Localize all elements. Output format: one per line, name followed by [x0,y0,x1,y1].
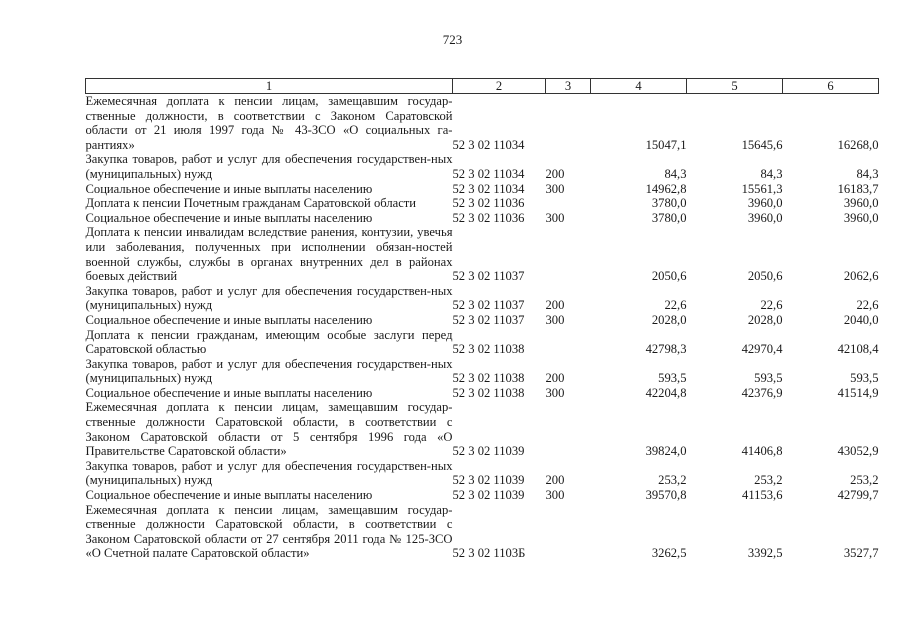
table-row [86,459,879,488]
amount-year-1-cell: 3780,0 [651,196,687,211]
table-row [86,196,879,211]
expense-type-cell: 300 [545,488,565,503]
expense-type-cell: 200 [545,371,565,386]
amount-year-1-cell: 39824,0 [645,444,687,459]
amount-year-2-cell: 3392,5 [747,546,783,561]
expense-type-cell [546,503,591,561]
target-code-cell: 52 3 02 11036 [452,196,525,211]
expense-name-cell: Доплата к пенсии Почетным гражданам Саратовской области [85,196,417,211]
amount-year-2-cell: 42970,4 [741,342,783,357]
table-row [86,225,879,283]
table-row [86,503,879,561]
column-header-1: 1 [86,79,453,94]
page-number: 723 [442,32,463,47]
target-code-cell: 52 3 02 11034 [452,181,525,196]
target-code-cell: 52 3 02 11034 [452,166,525,181]
expense-type-cell: 200 [545,166,565,181]
amount-year-2-cell: 41153,6 [742,488,783,503]
target-code-cell: 52 3 02 11037 [452,312,525,327]
expense-type-cell: 300 [545,312,565,327]
amount-year-1-cell: 3780,0 [651,210,687,225]
expense-name-cell: Социальное обеспечение и иные выплаты населению [85,385,373,400]
amount-year-3-cell: 2062,6 [843,269,879,284]
table-row [86,94,879,153]
amount-year-3-cell: 42799,7 [837,488,879,503]
amount-year-3-cell: 2040,0 [843,312,879,327]
expense-type-cell: 200 [545,298,565,313]
amount-year-2-cell: 22,6 [760,298,783,313]
table-row [86,313,879,328]
amount-year-3-cell: 3527,7 [843,546,879,561]
target-code-cell: 52 3 02 1103Б [452,546,526,561]
expense-type-cell [546,400,591,458]
expense-type-cell [546,196,591,211]
table-row [86,357,879,386]
amount-year-2-cell: 2028,0 [747,312,783,327]
amount-year-3-cell: 593,5 [850,371,879,386]
expense-type-cell: 300 [545,181,565,196]
amount-year-3-cell: 16268,0 [837,137,879,152]
expense-name-cell: Закупка товаров, работ и услуг для обеспечения государствен-ных (муниципальных) нужд [85,152,453,181]
amount-year-2-cell: 41406,8 [741,444,783,459]
table-row [86,152,879,181]
amount-year-2-cell: 593,5 [754,371,783,386]
expense-name-cell: Ежемесячная доплата к пенсии лицам, замещавшим государ-ственные должности Саратовской области, в соответствии с Законом Саратовской области от 5 сентября 1996 года «О Правительстве Саратовской области» [85,400,453,459]
amount-year-1-cell: 15047,1 [645,137,687,152]
table-row [86,211,879,226]
amount-year-3-cell: 43052,9 [837,444,879,459]
amount-year-2-cell: 42376,9 [741,385,783,400]
column-header-4: 4 [591,79,687,94]
expense-name-cell: Социальное обеспечение и иные выплаты населению [85,488,373,503]
target-code-cell: 52 3 02 11039 [452,488,525,503]
expense-name-cell: Социальное обеспечение и иные выплаты населению [85,312,373,327]
amount-year-1-cell: 2028,0 [651,312,687,327]
amount-year-2-cell: 84,3 [760,166,783,181]
table-row [86,284,879,313]
amount-year-1-cell: 84,3 [664,166,687,181]
table-header-row [86,79,879,94]
expense-type-cell [546,328,591,357]
table-row [86,386,879,401]
amount-year-2-cell: 15645,6 [741,137,783,152]
amount-year-2-cell: 3960,0 [747,210,783,225]
amount-year-3-cell: 41514,9 [837,385,879,400]
amount-year-1-cell: 2050,6 [651,269,687,284]
expense-type-cell [546,225,591,283]
column-header-5: 5 [687,79,783,94]
target-code-cell: 52 3 02 11039 [452,473,525,488]
table-row [86,328,879,357]
amount-year-2-cell: 15561,3 [741,181,783,196]
expense-name-cell: Закупка товаров, работ и услуг для обеспечения государствен-ных (муниципальных) нужд [85,356,453,386]
target-code-cell: 52 3 02 11038 [452,371,525,386]
expense-type-cell: 300 [545,385,565,400]
amount-year-3-cell: 16183,7 [837,181,879,196]
expense-name-cell: Ежемесячная доплата к пенсии лицам, замещавшим государ-ственные должности Саратовской области, в соответствии с Законом Саратовской области от 27 сентября 2011 года № 125-ЗСО «О Счетной палате Саратовской области» [85,502,453,561]
column-header-3: 3 [546,79,591,94]
column-header-6: 6 [783,79,879,94]
table-row [86,182,879,197]
amount-year-1-cell: 3262,5 [651,546,687,561]
target-code-cell: 52 3 02 11037 [452,269,525,284]
amount-year-1-cell: 22,6 [664,298,687,313]
amount-year-2-cell: 2050,6 [747,269,783,284]
amount-year-1-cell: 42204,8 [645,385,687,400]
expense-name-cell: Закупка товаров, работ и услуг для обеспечения государствен-ных (муниципальных) нужд [85,283,453,313]
amount-year-3-cell: 253,2 [850,473,879,488]
amount-year-3-cell: 3960,0 [843,210,879,225]
amount-year-2-cell: 253,2 [754,473,783,488]
column-header-2: 2 [453,79,546,94]
target-code-cell: 52 3 02 11038 [452,385,525,400]
amount-year-2-cell: 3960,0 [747,196,783,211]
amount-year-1-cell: 14962,8 [645,181,687,196]
expense-name-cell: Доплата к пенсии инвалидам вследствие ранения, контузии, увечья или заболевания, полученных при исполнении обязан-ностей военной службы, службы в органах внутренних дел в районах боевых действий [85,225,453,284]
amount-year-1-cell: 253,2 [658,473,687,488]
target-code-cell: 52 3 02 11038 [452,342,525,357]
amount-year-3-cell: 84,3 [856,166,879,181]
amount-year-1-cell: 39570,8 [645,488,687,503]
expense-type-cell: 200 [545,473,565,488]
amount-year-3-cell: 22,6 [856,298,879,313]
expense-name-cell: Социальное обеспечение и иные выплаты населению [85,181,373,196]
target-code-cell: 52 3 02 11034 [452,137,525,152]
expense-name-cell: Доплата к пенсии гражданам, имеющим особые заслуги перед Саратовской областью [85,327,453,357]
expense-name-cell: Ежемесячная доплата к пенсии лицам, замещавшим государ-ственные должности, в соответствии с Законом Саратовской области от 21 июля 1997 года № 43-ЗСО «О социальных га-рантиях» [85,94,453,152]
expense-type-cell [546,94,591,153]
amount-year-3-cell: 3960,0 [843,196,879,211]
expense-type-cell: 300 [545,210,565,225]
target-code-cell: 52 3 02 11037 [452,298,525,313]
expense-name-cell: Закупка товаров, работ и услуг для обеспечения государствен-ных (муниципальных) нужд [85,458,453,488]
amount-year-1-cell: 593,5 [658,371,687,386]
table-row [86,488,879,503]
amount-year-1-cell: 42798,3 [645,342,687,357]
target-code-cell: 52 3 02 11036 [452,210,525,225]
expense-name-cell: Социальное обеспечение и иные выплаты населению [85,210,373,225]
budget-table [85,78,879,561]
table-row [86,400,879,458]
amount-year-3-cell: 42108,4 [837,342,879,357]
target-code-cell: 52 3 02 11039 [452,444,525,459]
